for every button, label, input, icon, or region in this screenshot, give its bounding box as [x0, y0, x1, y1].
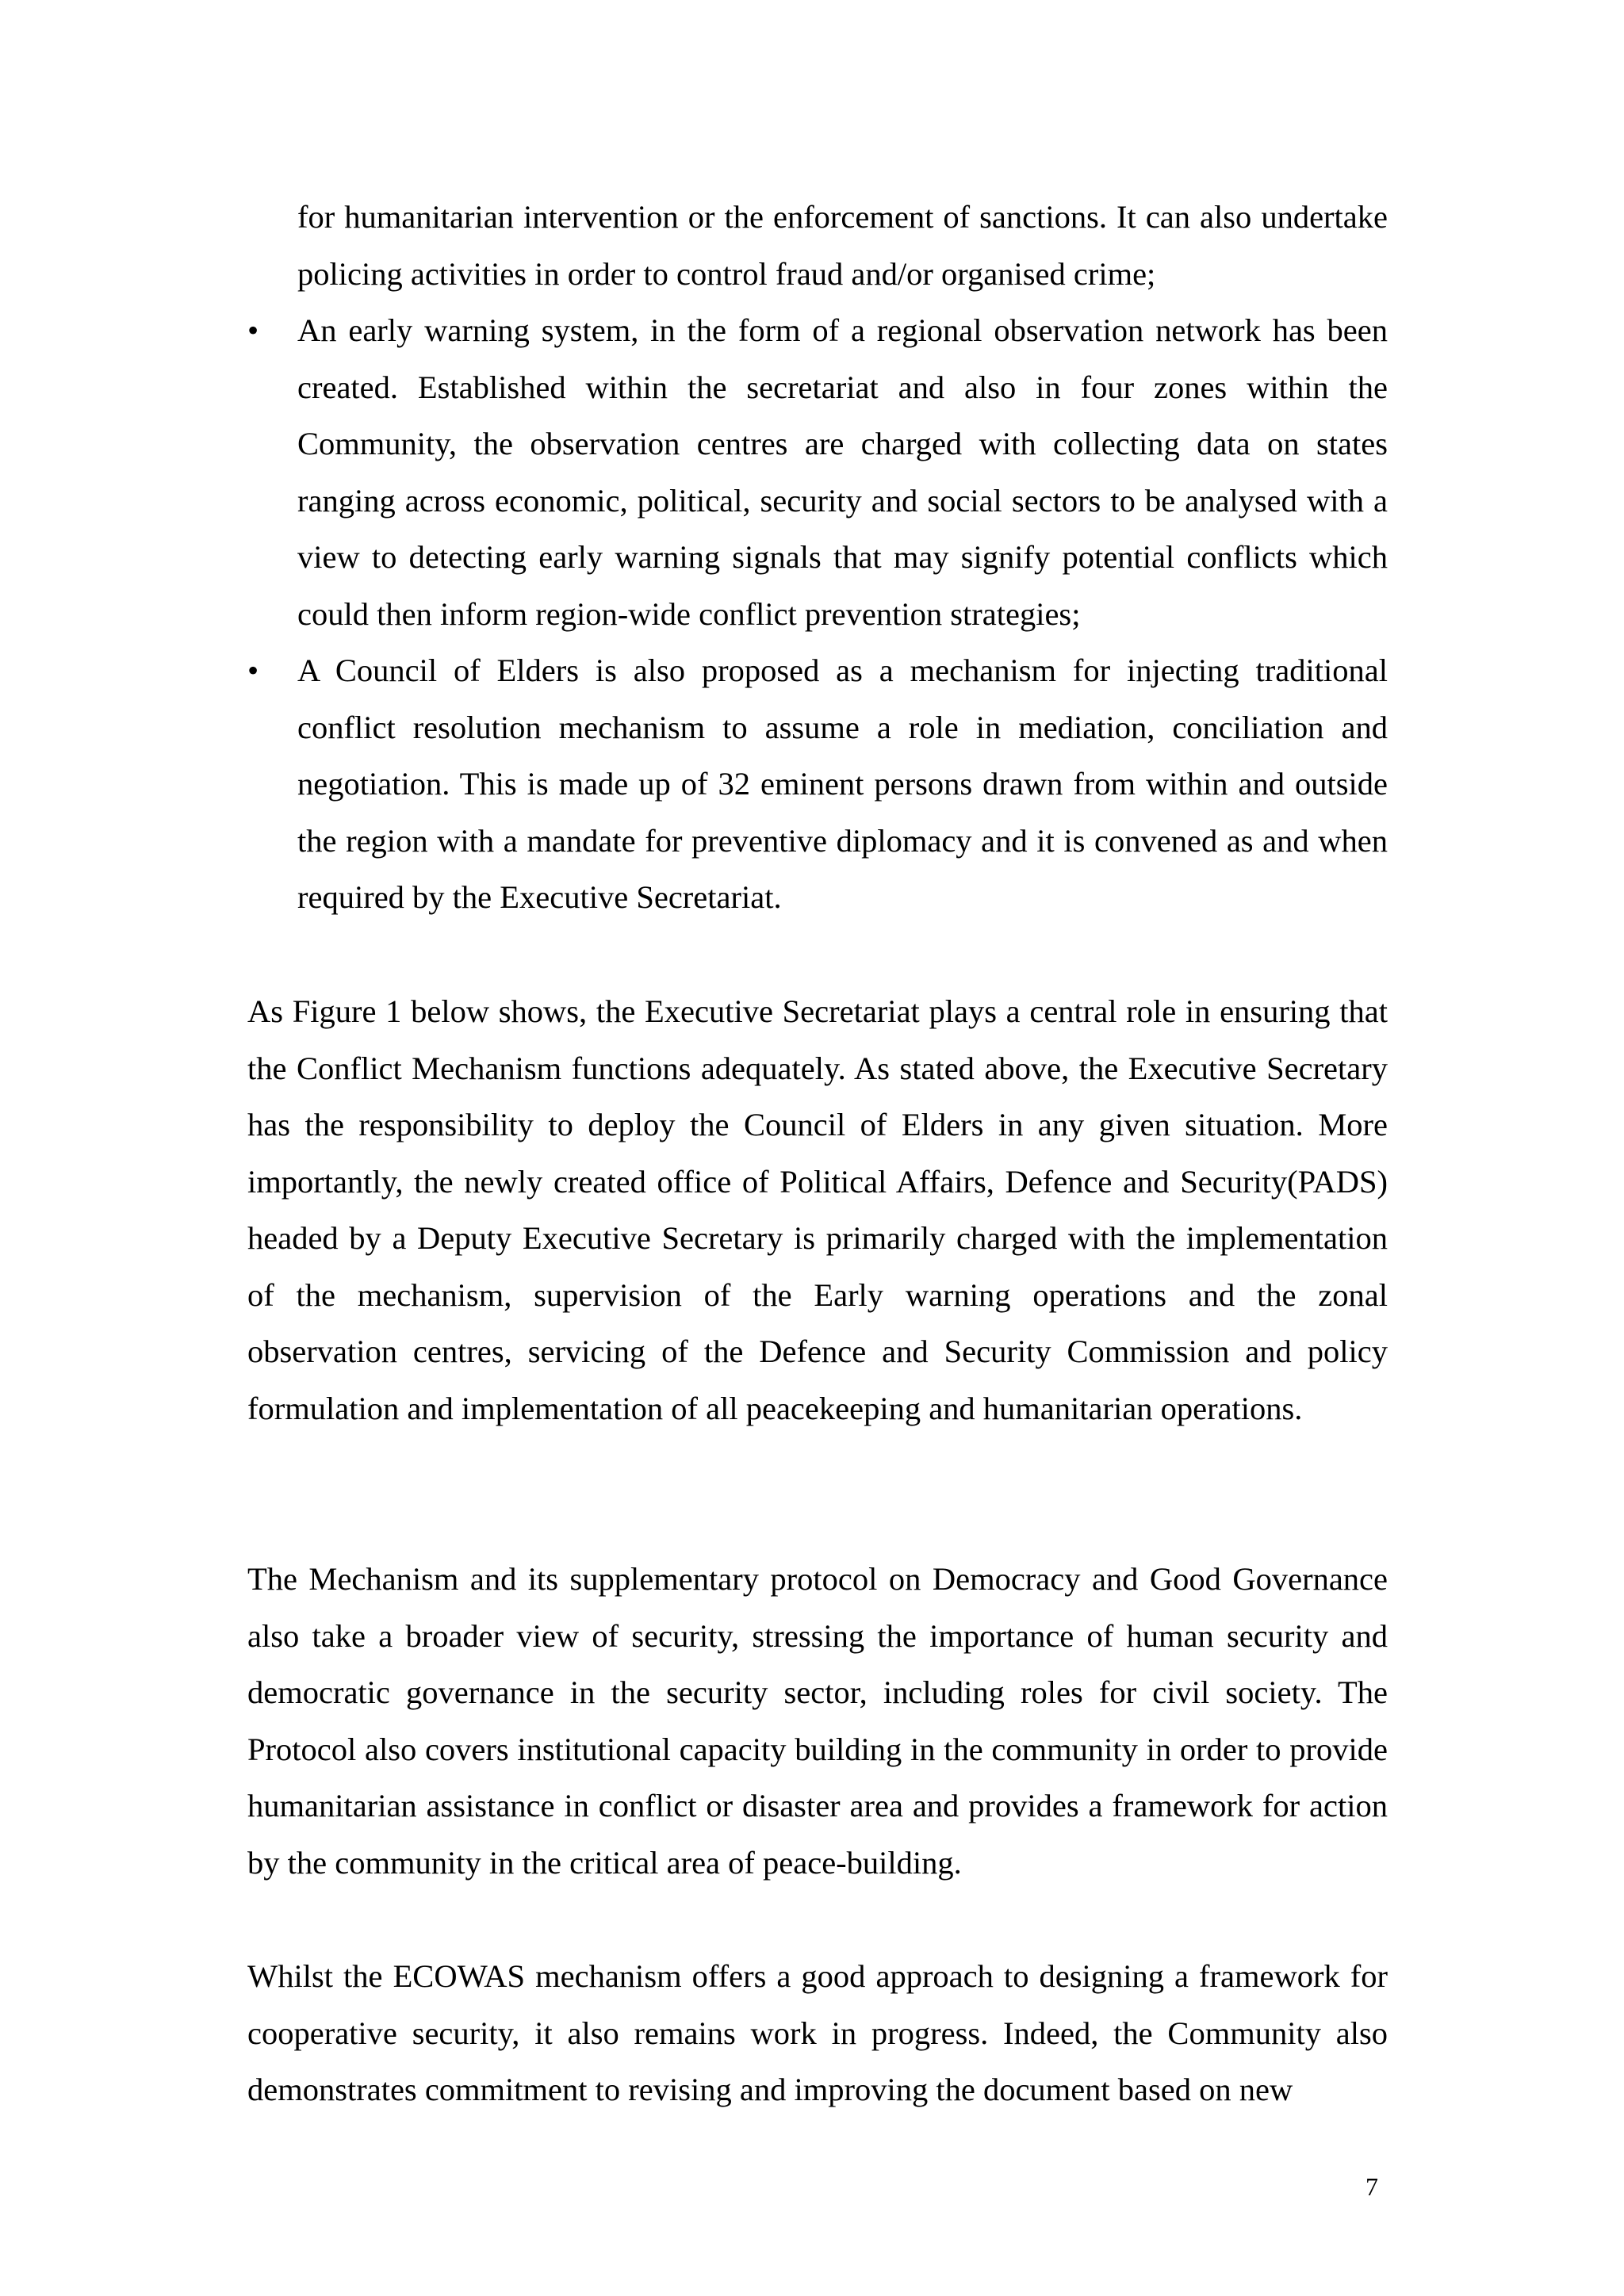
bullet-marker: • — [247, 312, 259, 348]
list-item — [247, 642, 1388, 926]
body-paragraph: The Mechanism and its supplementary protocol on Democracy and Good Governance also take a broader view of security, stressing the importance of human security and democratic governance in the security sector, including roles for civil society. The Protocol also covers institutional capacity building in the community in order to provide humanitarian assistance in conflict or disaster area and provides a framework for action by the community in the critical area of peace-building. — [247, 1561, 1388, 1881]
bullet-marker: • — [247, 652, 259, 688]
bullet-text: An early warning system, in the form of a regional observation network has been created. Established within the secretariat and also in four zones within the Community, the observation centres are charged with collecting data on states ranging across economic, political, security and social sectors to be analysed with a view to detecting early warning signals that may signify potential conflicts which could then inform region-wide conflict prevention strategies; — [297, 312, 1388, 632]
list-item — [247, 302, 1388, 642]
continuation-paragraph: for humanitarian intervention or the enforcement of sanctions. It can also undertake policing activities in order to control fraud and/or organised crime; — [297, 199, 1388, 292]
page-number: 7 — [1365, 2172, 1378, 2201]
bullet-text: A Council of Elders is also proposed as a mechanism for injecting traditional conflict resolution mechanism to assume a role in mediation, conciliation and negotiation. This is made up of 32 eminent persons drawn from within and outside the region with a mandate for preventive diplomacy and it is convened as and when required by the Executive Secretariat. — [297, 652, 1388, 915]
body-paragraph: As Figure 1 below shows, the Executive Secretariat plays a central role in ensuring that the Conflict Mechanism functions adequately. As stated above, the Executive Secretary has the responsibility to deploy the Council of Elders in any given situation. More importantly, the newly created office of Political Affairs, Defence and Security(PADS) headed by a Deputy Executive Secretary is primarily charged with the implementation of the mechanism, supervision of the Early warning operations and the zonal observation centres, servicing of the Defence and Security Commission and policy formulation and implementation of all peacekeeping and humanitarian operations. — [247, 993, 1388, 1426]
bullet-list — [247, 302, 1388, 926]
body-paragraph: Whilst the ECOWAS mechanism offers a good approach to designing a framework for cooperative security, it also remains work in progress. Indeed, the Community also demonstrates commitment to revising and improving the document based on new — [247, 1958, 1388, 2107]
